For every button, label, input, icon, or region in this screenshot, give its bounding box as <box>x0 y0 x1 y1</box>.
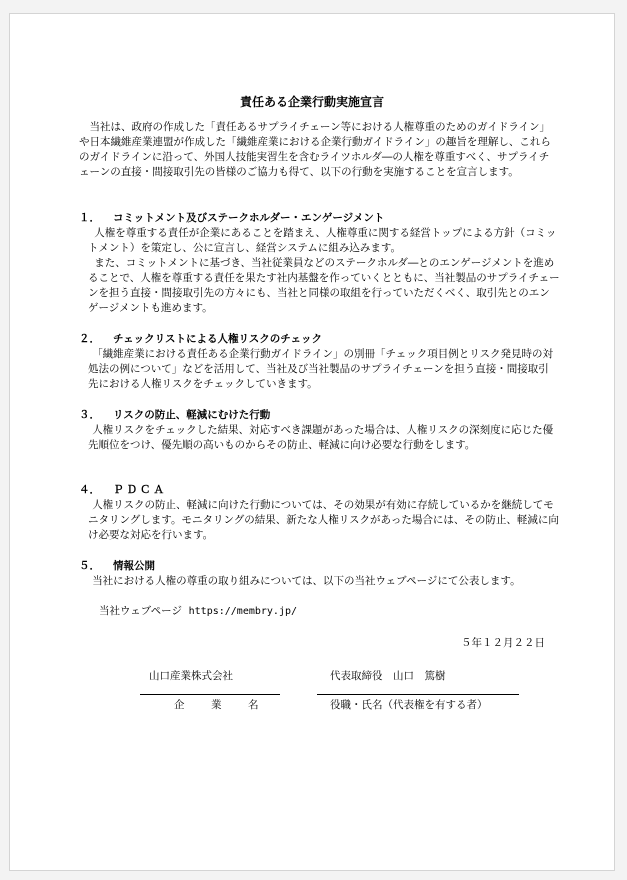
section-2-title: チェックリストによる人権リスクのチェック <box>113 333 322 345</box>
section-2-paragraph: 「繊維産業における責任ある企業行動ガイドライン」の別冊「チェック項目例とリスク発見時の対処法の例について」などを活用して、当社及び当社製品のサプライチェーンを担う直接・間接取引先における人権リスクをチェックしていきます。 <box>88 348 554 390</box>
section-1-paragraph-a: 人権を尊重する責任が企業にあることを踏まえ、人権尊重に関する経営トップによる方針（コミットメント）を策定し、公に宣言し、経営システムに組み込みます。 <box>88 227 557 254</box>
web-page-label: 当社ウェブページ <box>99 605 182 617</box>
section-5-paragraph: 当社における人権の尊重の取り組みについては、以下の当社ウェブページにて公表します。 <box>92 575 521 587</box>
company-signature-line <box>140 694 280 695</box>
company-label: 企 業 名 <box>174 699 267 711</box>
section-4-number: ４． <box>79 484 100 496</box>
representative-label: 役職・氏名（代表権を有する者） <box>330 699 488 711</box>
section-1-body <box>88 226 560 316</box>
section-2-number: ２． <box>79 333 100 345</box>
section-4-heading <box>79 483 557 498</box>
representative-signature-line <box>317 694 519 695</box>
document-page <box>9 13 615 871</box>
representative-name: 代表取締役 山口 篤樹 <box>330 670 446 682</box>
section-3-heading <box>79 408 557 423</box>
section-3-paragraph: 人権リスクをチェックした結果、対応すべき課題があった場合は、人権リスクの深刻度に応じた優先順位をつけ、優先順の高いものからその防止、軽減に向け必要な行動をします。 <box>88 424 554 451</box>
section-2-heading <box>79 332 557 347</box>
section-3-number: ３． <box>79 409 100 421</box>
web-reference <box>99 604 399 619</box>
section-4-title: ＰＤＣＡ <box>113 484 167 496</box>
section-5-heading <box>79 559 557 574</box>
web-page-url[interactable]: https://membry.jp/ <box>188 606 298 617</box>
section-1-paragraph-b: また、コミットメントに基づき、当社従業員などのステークホルダ―とのエンゲージメントを進めることで、人権を尊重する責任を果たす社内基盤を作っていくとともに、当社製品のサプライチェーンを担う直接・間接取引先の方々にも、当社と同様の取組を行っていただくべく、取引先とのエンゲージメントも進めます。 <box>88 257 560 314</box>
section-4-paragraph: 人権リスクの防止、軽減に向けた行動については、その効果が有効に存続しているかを継続してモニタリングします。モニタリングの結果、新たな人権リスクがあった場合には、その防止、軽減に向け必要な対応を行います。 <box>88 499 559 541</box>
section-5-number: ５． <box>79 560 100 572</box>
declaration-date: ５年１２月２２日 <box>461 637 545 649</box>
section-1-title: コミットメント及びステークホルダー・エンゲージメント <box>113 212 385 224</box>
section-5-title: 情報公開 <box>113 560 155 572</box>
section-3-title: リスクの防止、軽減にむけた行動 <box>113 409 271 421</box>
section-1-number: １． <box>79 212 100 224</box>
document-title: 責任ある企業行動実施宣言 <box>239 95 384 109</box>
intro-paragraph: 当社は、政府の作成した「責任あるサプライチェーン等における人権尊重のためのガイドライン」や日本繊維産業連盟が作成した「繊維産業における企業行動ガイドライン」の趣旨を理解し、これらのガイドラインに沿って、外国人技能実習生を含むライツホルダ―の人権を尊重すべく、サプライチェーンの直接・間接取引先の皆様のご協力も得て、以下の行動を実施することを宣言します。 <box>79 121 551 178</box>
section-1-heading <box>79 211 557 226</box>
company-name: 山口産業株式会社 <box>149 670 233 682</box>
